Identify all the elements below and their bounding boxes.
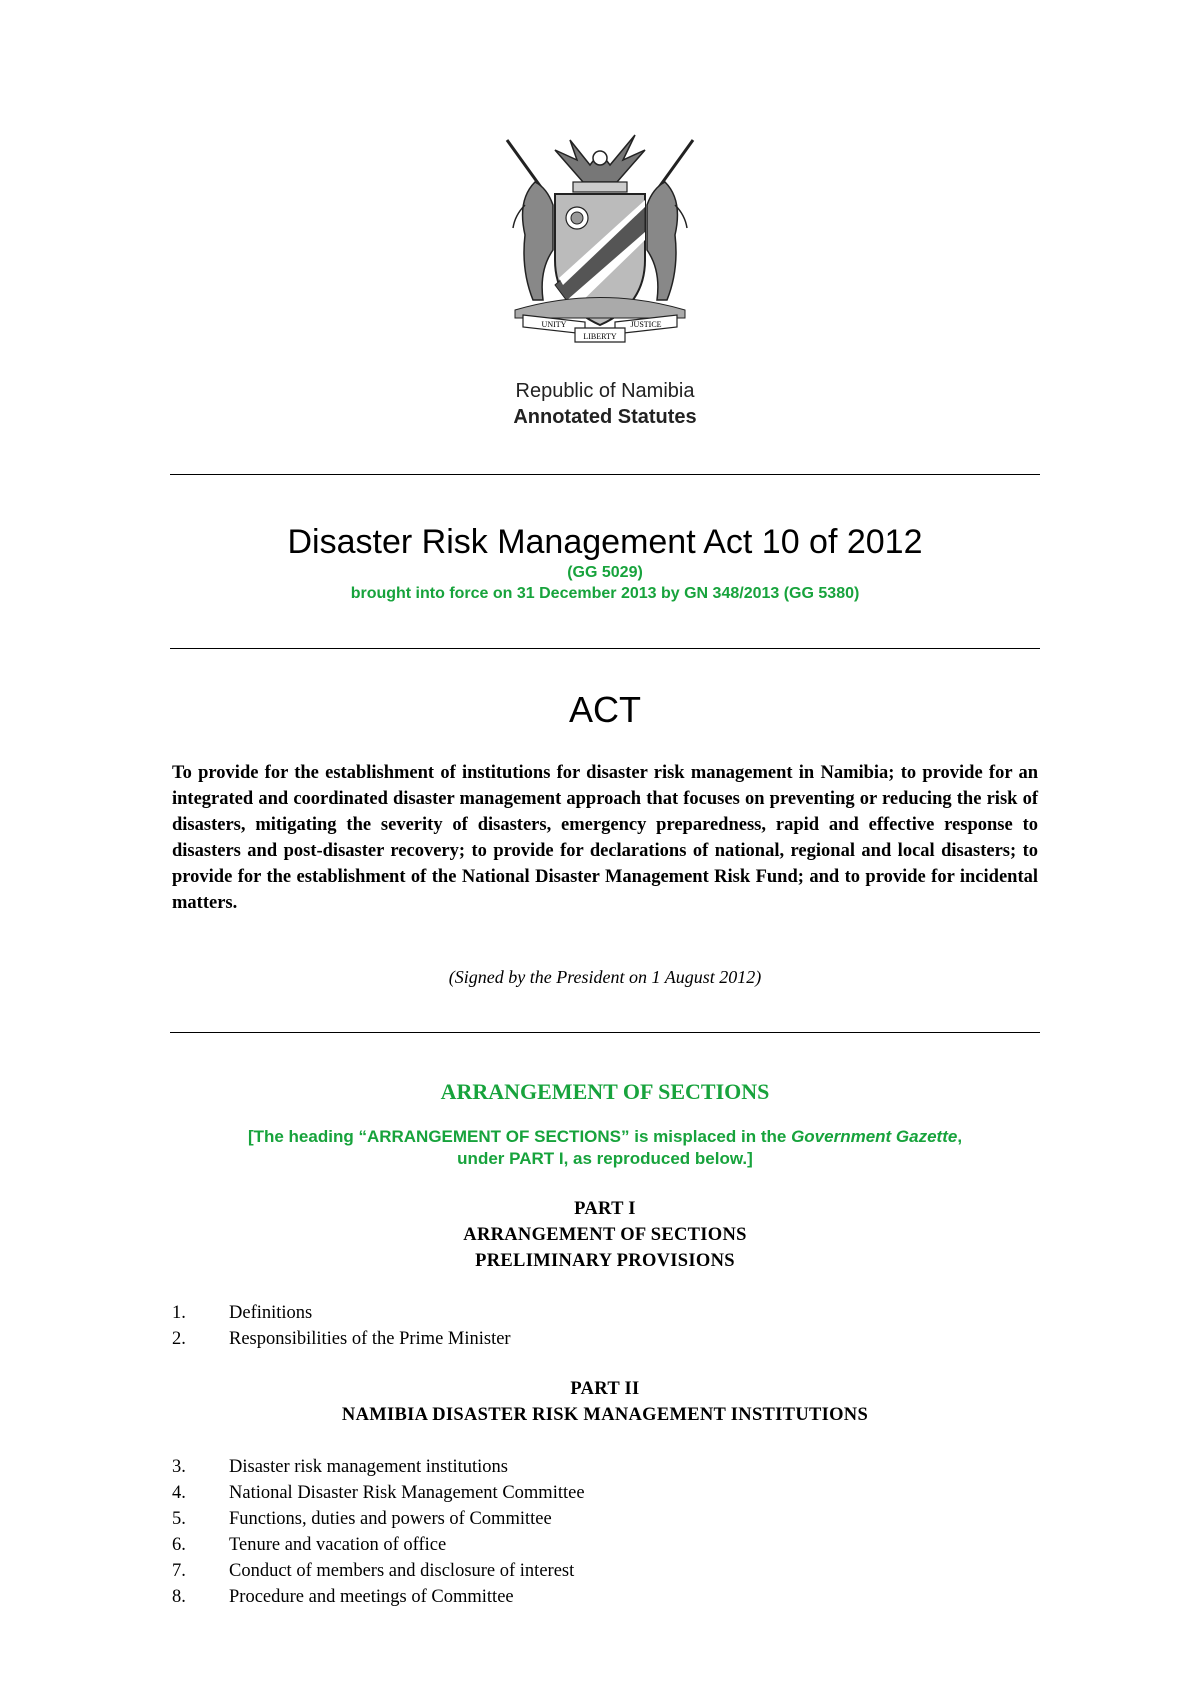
part-2-sections (172, 1454, 1032, 1610)
editorial-note-line-2: under PART I, as reproduced below.] (457, 1149, 753, 1168)
section-title: Procedure and meetings of Committee (229, 1587, 514, 1607)
arrangement-heading: ARRANGEMENT OF SECTIONS (440, 1079, 770, 1104)
part-label: PART II (570, 1379, 640, 1399)
part-subheading: PRELIMINARY PROVISIONS (475, 1251, 735, 1271)
section-number: 1. (172, 1303, 186, 1323)
section-number: 4. (172, 1483, 186, 1503)
act-title: Disaster Risk Management Act 10 of 2012 (287, 523, 923, 561)
note-italic-text: Government Gazette (791, 1127, 958, 1146)
divider (170, 648, 1040, 649)
section-row (172, 1480, 1032, 1506)
section-title: Responsibilities of the Prime Minister (229, 1329, 511, 1349)
note-text: [The heading “ARRANGEMENT OF SECTIONS” is misplaced in the (247, 1127, 792, 1146)
section-title: Functions, duties and powers of Committee (229, 1509, 552, 1529)
section-number: 3. (172, 1457, 186, 1477)
long-title: To provide for the establishment of institutions for disaster risk management in Namibia; to provide for an integrated and coordinated disaster management approach that focuses on preventing or reducing the risk of disasters, mitigating the severity of disasters, emergency preparedness, rapid and effective response to disasters and post-disaster recovery; to provide for declarations of national, regional and local disasters; to provide for the establishment of the National Disaster Management Risk Fund; and to provide for incidental matters. (172, 763, 1038, 913)
gazette-reference: (GG 5029) (567, 564, 643, 581)
section-title: Conduct of members and disclosure of interest (229, 1561, 575, 1581)
part-1-sections (172, 1300, 1032, 1352)
section-row (172, 1584, 1032, 1610)
part-label: PART I (574, 1199, 636, 1219)
part-subheading: ARRANGEMENT OF SECTIONS (463, 1225, 747, 1245)
section-number: 5. (172, 1509, 186, 1529)
motto-unity: UNITY (541, 320, 567, 329)
section-number: 6. (172, 1535, 186, 1555)
section-number: 2. (172, 1329, 186, 1349)
series-label: Annotated Statutes (513, 406, 697, 428)
jurisdiction-label: Republic of Namibia (515, 380, 695, 402)
section-title: Tenure and vacation of office (229, 1535, 447, 1555)
section-row (172, 1300, 1032, 1326)
section-number: 7. (172, 1561, 186, 1581)
divider (170, 474, 1040, 475)
part-1-heading (170, 1196, 1040, 1274)
section-title: Disaster risk management institutions (229, 1457, 508, 1477)
motto-justice: JUSTICE (630, 320, 662, 329)
section-row (172, 1326, 1032, 1352)
part-2-heading (170, 1376, 1040, 1428)
section-number: 8. (172, 1587, 186, 1607)
publication-header (170, 378, 1040, 430)
note-text: , (957, 1127, 963, 1146)
section-row (172, 1558, 1032, 1584)
motto-liberty: LIBERTY (583, 332, 617, 341)
part-subheading: NAMIBIA DISASTER RISK MANAGEMENT INSTITUTIONS (341, 1405, 869, 1425)
editorial-note-line-1 (170, 1126, 1040, 1148)
divider (170, 1032, 1040, 1033)
section-title: National Disaster Risk Management Committee (229, 1483, 585, 1503)
signature-note: (Signed by the President on 1 August 2012) (448, 967, 762, 987)
section-row (172, 1532, 1032, 1558)
commencement-note: brought into force on 31 December 2013 by GN 348/2013 (GG 5380) (350, 585, 860, 602)
namibia-coat-of-arms (495, 110, 705, 350)
editorial-note (170, 1126, 1040, 1170)
section-row (172, 1506, 1032, 1532)
act-heading: ACT (569, 689, 641, 730)
section-row (172, 1454, 1032, 1480)
section-title: Definitions (229, 1303, 313, 1323)
